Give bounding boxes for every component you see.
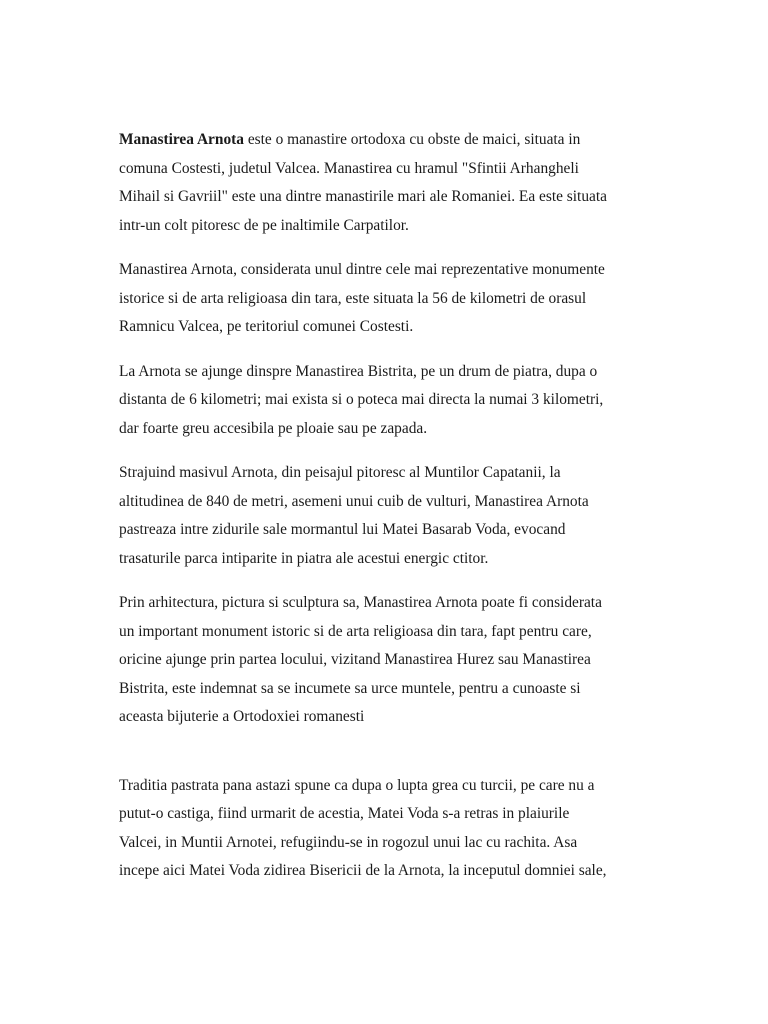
- paragraph-1: [119, 126, 659, 240]
- text-line: istorice si de arta religioasa din tara, este situata la 56 de kilometri de orasul: [119, 289, 587, 307]
- text-line: distanta de 6 kilometri; mai exista si o poteca mai directa la numai 3 kilometri,: [119, 391, 604, 408]
- paragraph-3: [119, 358, 659, 444]
- title-bold: Manastirea Arnota: [119, 131, 244, 148]
- text-line: Prin arhitectura, pictura si sculptura sa, Manastirea Arnota poate fi considerata: [119, 594, 602, 611]
- text-line: un important monument istoric si de arta religioasa din tara, fapt pentru care,: [119, 622, 592, 640]
- paragraph-6: [119, 772, 659, 886]
- text-line: intr-un colt pitoresc de pe inaltimile Carpatilor.: [119, 216, 409, 234]
- text-line: [119, 126, 659, 155]
- text-line: Ramnicu Valcea, pe teritoriul comunei Costesti.: [119, 318, 414, 335]
- text-line: trasaturile parca intiparite in piatra ale acestui energic ctitor.: [119, 549, 489, 567]
- text-line: pastreaza intre zidurile sale mormantul lui Matei Basarab Voda, evocand: [119, 521, 566, 538]
- text-line: aceasta bijuterie a Ortodoxiei romanesti: [119, 708, 365, 725]
- text-line: Bistrita, este indemnat sa se incumete sa urce muntele, pentru a cunoaste si: [119, 679, 581, 697]
- text-span: este o manastire ortodoxa cu obste de maici, situata in: [243, 131, 581, 148]
- text-line: comuna Costesti, judetul Valcea. Manastirea cu hramul "Sfintii Arhangheli: [119, 159, 579, 177]
- document-body: [119, 126, 659, 902]
- text-line: altitudinea de 840 de metri, asemeni unui cuib de vulturi, Manastirea Arnota: [119, 492, 589, 510]
- text-line: dar foarte greu accesibila pe ploaie sau pe zapada.: [119, 419, 428, 437]
- text-line: incepe aici Matei Voda zidirea Bisericii de la Arnota, la inceputul domniei sale,: [119, 862, 607, 879]
- text-line: Manastirea Arnota, considerata unul dintre cele mai reprezentative monumente: [119, 261, 605, 278]
- paragraph-4: [119, 459, 659, 573]
- paragraph-5: [119, 589, 659, 732]
- text-line: Mihail si Gavriil" este una dintre manastirile mari ale Romaniei. Ea este situata: [119, 188, 607, 205]
- text-line: Valcei, in Muntii Arnotei, refugiindu-se in rogozul unui lac cu rachita. Asa: [119, 833, 578, 851]
- text-line: putut-o castiga, fiind urmarit de acestia, Matei Voda s-a retras in plaiurile: [119, 805, 570, 822]
- text-line: oricine ajunge prin partea locului, vizitand Manastirea Hurez sau Manastirea: [119, 651, 591, 668]
- text-line: Strajuind masivul Arnota, din peisajul pitoresc al Muntilor Capatanii, la: [119, 464, 561, 481]
- text-line: La Arnota se ajunge dinspre Manastirea Bistrita, pe un drum de piatra, dupa o: [119, 362, 598, 380]
- text-line: Traditia pastrata pana astazi spune ca dupa o lupta grea cu turcii, pe care nu a: [119, 776, 595, 794]
- paragraph-2: [119, 256, 659, 342]
